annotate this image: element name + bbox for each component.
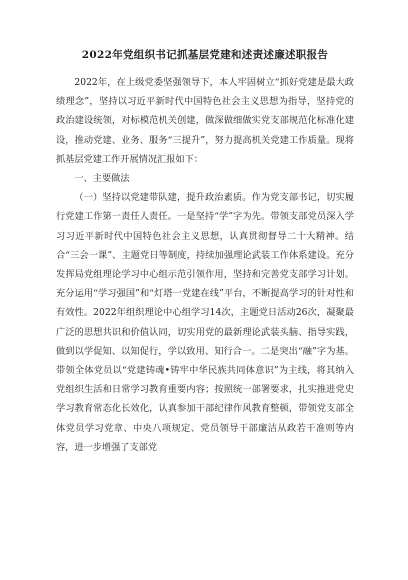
document-title: 2022年党组织书记抓基层党建和述责述廉述职报告	[81, 49, 329, 61]
body-paragraph: （一）坚持以党建带队建，提升政治素质。作为党支部书记，切实履行党建工作第一责任人责任。一是坚持“学”字为先。带领支部党员深入学习习近平新时代中国特色社会主义思想，认真贯彻督导二十大精神。结合“三会一课”、主题党日等制度，持续加强理论武装工作体系建设。充分发挥局党组理论学习中心组示范引领作用，坚持和完善党支部学习计划。充分运用“学习强国”和“灯塔一党建在线”平台，不断提高学习的针对性和有效性。2022年组织理论中心组学习14次，主题党日活动26次，凝聚最广泛的思想共识和价值认同，切实用党的最新理论武装头脑、指导实践，做到以学促知、以知促行，学以致用、知行合一。二是突出“融”字为基。带领全体党员以“党建铸魂•铸牢中华民族共同体意识”为主线，将其纳入党组织生活和日常学习教育重要内容；按照统一部署要求，扎实推进党史学习教育常态化长效化，认真参加干部纪律作风教育整顿，带领党支部全体党员学习党章、中央八项规定、党员领导干部廉洁从政若干准则等内容，进一步增强了支部党	[56, 192, 354, 453]
intro-paragraph: 2022年，在上级党委坚强领导下，本人牢固树立“抓好党建是最大政绩理念”，坚持以习近平新时代中国特色社会主义思想为指导，坚持党的政治建设统领，对标模范机关创建，做深做细做实党支部规范化标准化建设，推动党建、业务、服务“三提升”，努力提高机关党建工作质量。现将抓基层党建工作开展情况汇报如下：	[56, 77, 354, 165]
section-heading: 一、主要做法	[74, 173, 130, 185]
document-page	[56, 48, 354, 457]
